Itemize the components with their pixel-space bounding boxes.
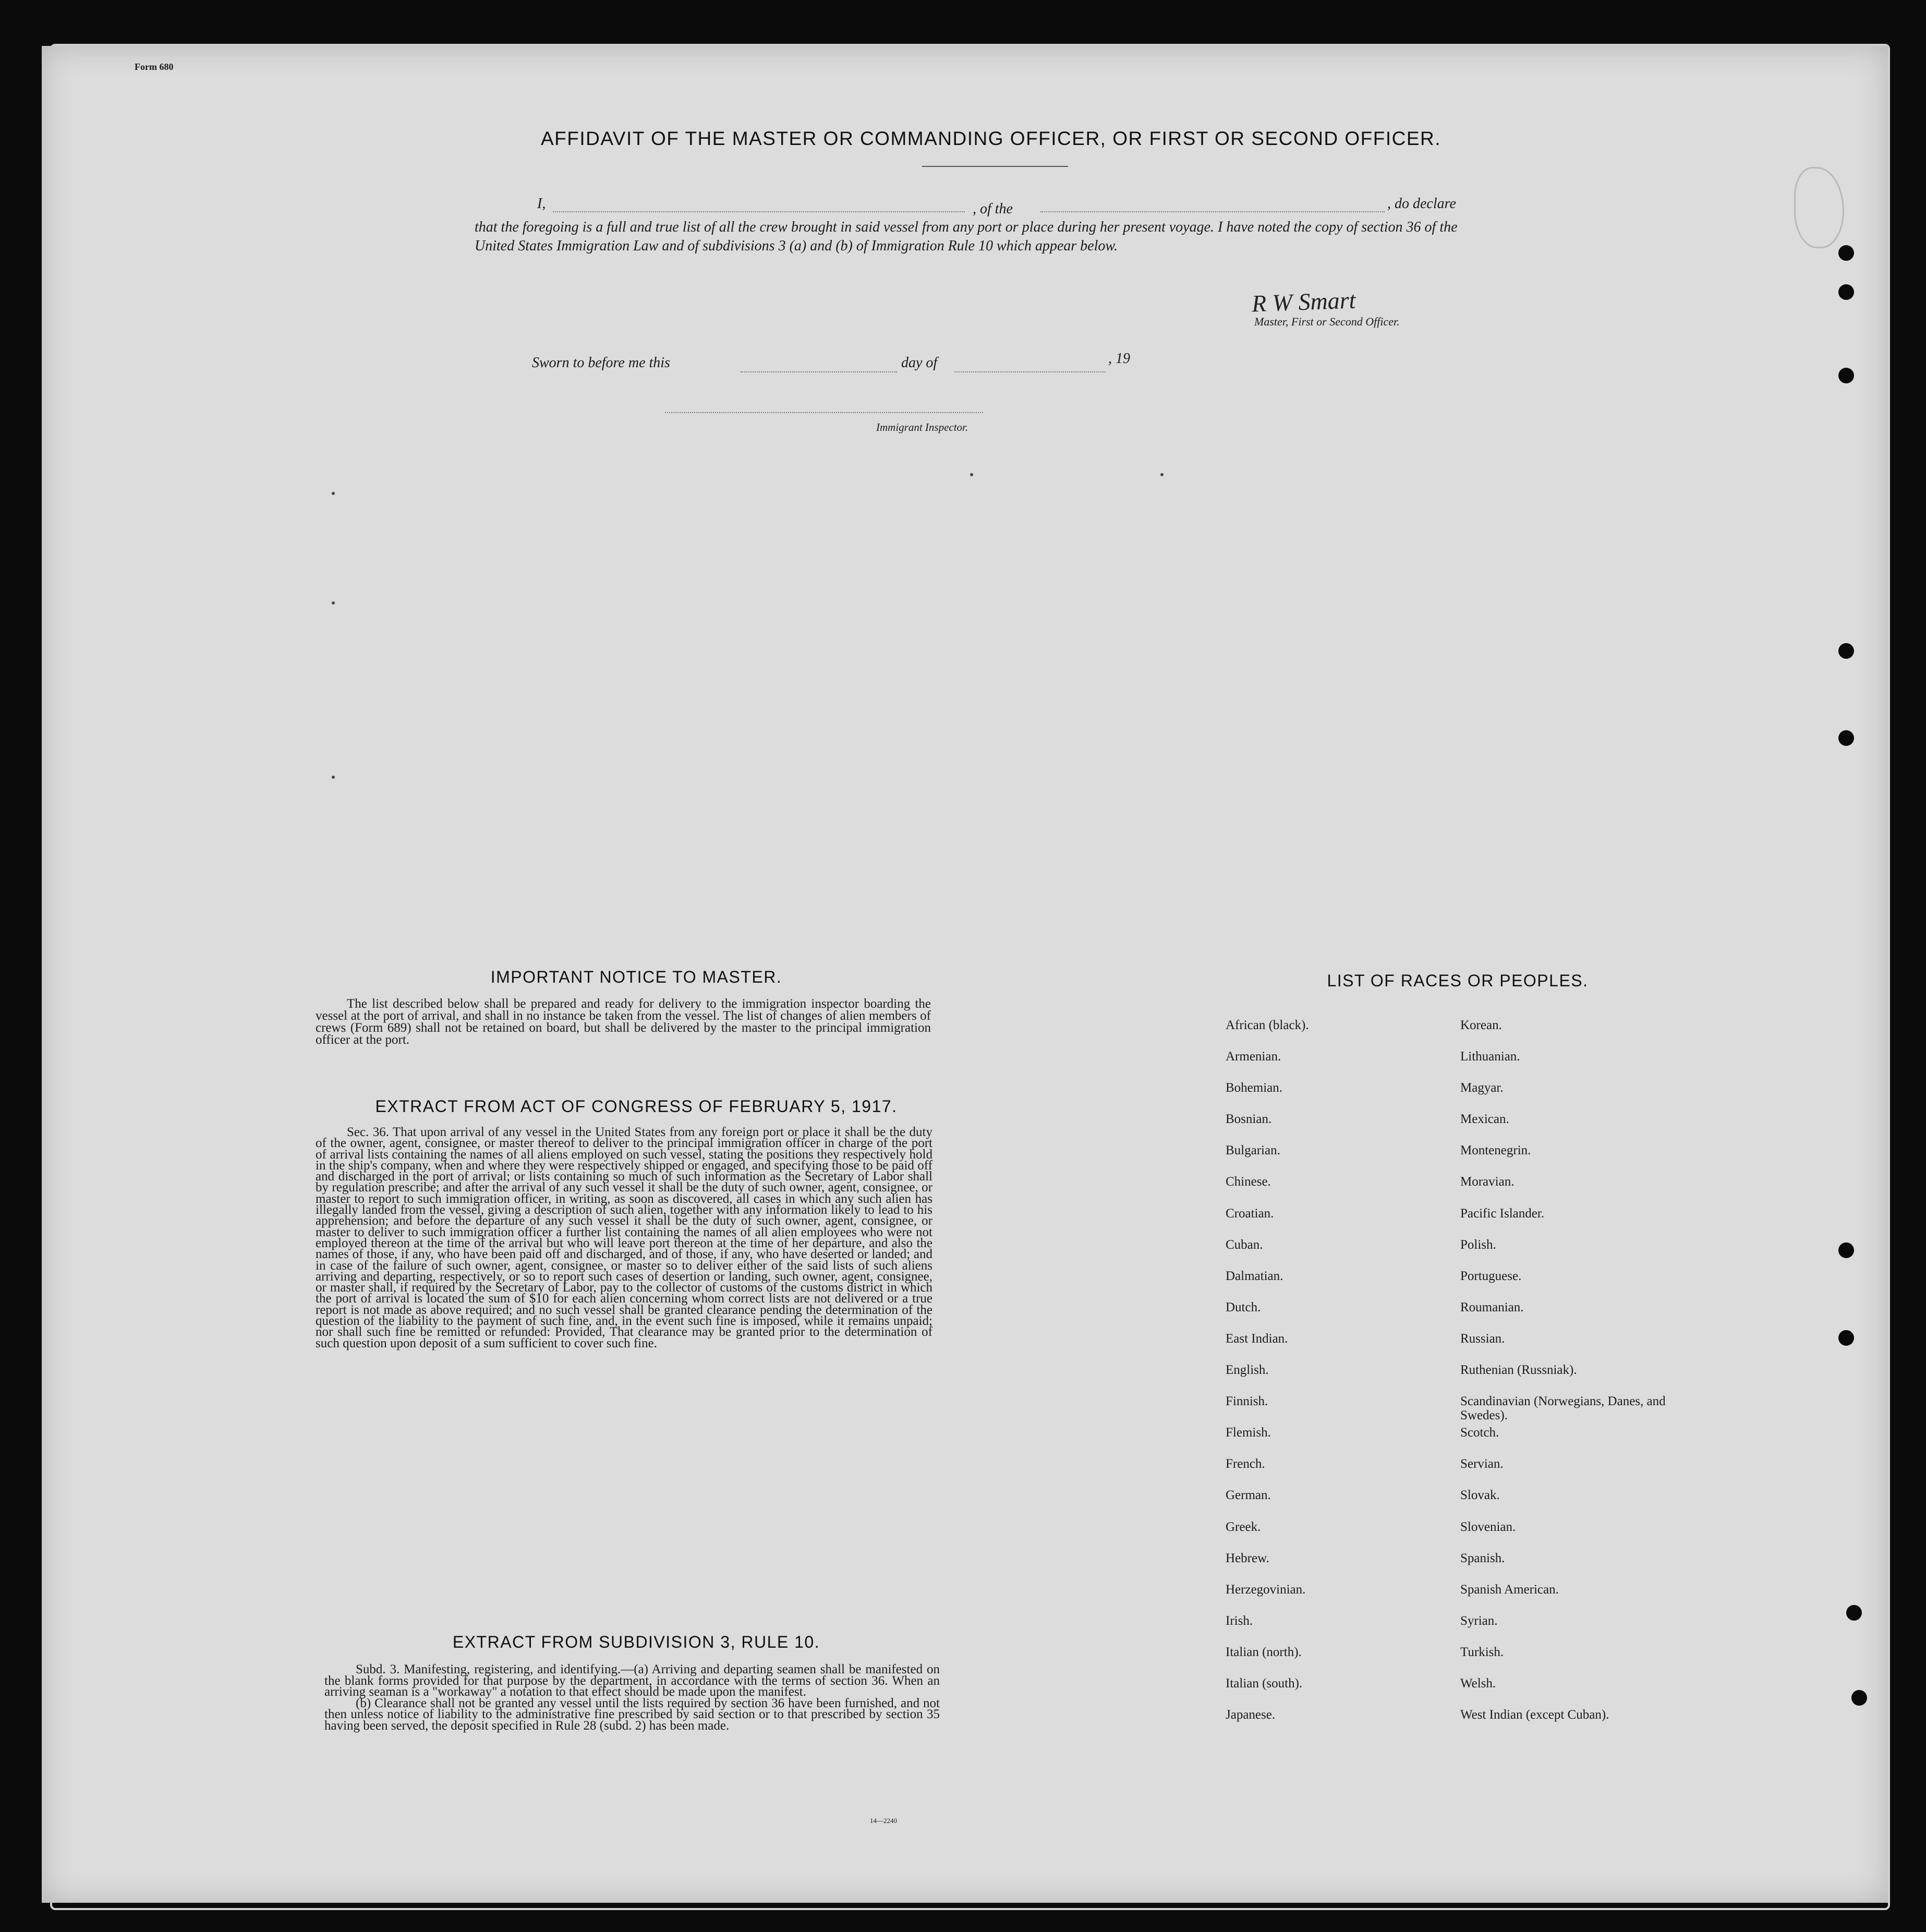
race-item: Russian. <box>1460 1331 1505 1346</box>
race-item: Greek. <box>1226 1519 1261 1534</box>
race-item: Roumanian. <box>1460 1300 1524 1314</box>
race-item: Dutch. <box>1226 1300 1261 1314</box>
binding-hole <box>1851 1690 1867 1706</box>
binding-hole <box>1838 643 1854 659</box>
race-item: Chinese. <box>1226 1175 1271 1189</box>
sworn-year: , 19 <box>1108 351 1130 367</box>
binding-hole <box>1838 284 1854 300</box>
inspector-caption: Immigrant Inspector. <box>876 421 968 433</box>
race-item: Herzegovinian. <box>1226 1582 1306 1597</box>
races-title: LIST OF RACES OR PEOPLES. <box>1327 971 1589 990</box>
binding-hole <box>1838 368 1854 383</box>
race-item: East Indian. <box>1226 1331 1288 1346</box>
extract-rule-title: EXTRACT FROM SUBDIVISION 3, RULE 10. <box>452 1633 820 1651</box>
race-item: Bosnian. <box>1226 1112 1272 1127</box>
race-item: Flemish. <box>1226 1426 1271 1440</box>
race-item: Welsh. <box>1460 1676 1496 1690</box>
race-item: Spanish American. <box>1460 1582 1559 1597</box>
margin-dot <box>332 601 335 605</box>
race-item: Scandinavian (Norwegians, Danes, and Swedes). <box>1460 1394 1666 1423</box>
race-item: Magyar. <box>1460 1081 1504 1095</box>
inspector-signature-line <box>665 412 983 413</box>
sworn-day-blank <box>741 371 897 372</box>
sworn-prefix: Sworn to before me this <box>532 355 670 371</box>
vessel-blank <box>1040 211 1385 212</box>
race-item: Pacific Islander. <box>1460 1206 1545 1221</box>
title-divider <box>922 166 1068 167</box>
race-item: French. <box>1226 1457 1265 1471</box>
extract-act-body: Sec. 36. That upon arrival of any vessel in the United States from any foreign port or place it shall be the duty of the owner, agent, consignee, or master thereof to deliver to the principal immigration officer in charge of the port of arrival lists containing the names of all aliens employed on such vessel, stating the positions they respectively hold in the ship's company, when and where they were respectively shipped or engaged, and specifying those to be paid off and discharged in the port of arrival; or lists containing so much of such information as the Secretary of Labor shall by regulation prescribe; and after the arrival of any such vessel it shall be the duty of such owner, agent, consignee, or master to report to such immigration officer, in writing, as soon as discovered, all cases in which any such alien has illegally landed from the vessel, giving a description of such alien, together with any information likely to lead to his apprehension; and before the departure of any such vessel it shall be the duty of such owner, agent, consignee, or master to deliver to such immigration officer a further list containing the names of all alien employees who were not employed thereon at the time of the arrival but who will leave port thereon at the time of her departure, and also the names of those, if any, who have been paid off and discharged, and of those, if any, who have deserted or landed; and in case of the failure of such owner, agent, consignee, or master so to deliver either of the said lists of such aliens arriving and departing, respectively, or so to report such cases of desertion or landing, such owner, agent, consignee, or master shall, if required by the Secretary of Labor, pay to the collector of customs of the customs district in which the port of arrival is located the sum of $10 for each alien concerning whom correct lists are not delivered or a true report is not made as above required; and no such vessel shall be granted clearance pending the determination of the question of the liability to the payment of such fine, and, in the event such fine is imposed, while it remains unpaid; nor shall such fine be remitted or refunded: Provided, That clearance may be granted prior to the determination of such question upon deposit of a sum sufficient to cover such fine. <box>316 1125 932 1350</box>
race-item: Cuban. <box>1226 1237 1263 1252</box>
sworn-day-of: day of <box>901 355 938 371</box>
race-item: Ruthenian (Russniak). <box>1460 1363 1577 1378</box>
race-item: Hebrew. <box>1226 1551 1269 1565</box>
races-right-column <box>1460 1018 1711 1739</box>
name-blank <box>553 211 965 212</box>
binding-hole <box>1838 1330 1854 1346</box>
binding-hole <box>1838 1242 1854 1258</box>
master-signature: R W Smart <box>1251 286 1356 317</box>
race-item: Slovenian. <box>1460 1519 1516 1534</box>
race-item: Syrian. <box>1460 1613 1498 1628</box>
race-item: Polish. <box>1460 1237 1496 1252</box>
race-item: Servian. <box>1460 1457 1504 1471</box>
race-item: Japanese. <box>1226 1708 1276 1722</box>
extract-act-title: EXTRACT FROM ACT OF CONGRESS OF FEBRUARY 5, 1917. <box>375 1097 898 1116</box>
notice-body: The list described below shall be prepared and ready for delivery to the immigration inspector boarding the vessel at the port of arrival, and shall in no instance be taken from the vessel. The list of changes of alien members of crews (Form 689) shall not be retained on board, but shall be delivered by the master to the principal immigration officer at the port. <box>316 997 931 1047</box>
race-item: Finnish. <box>1226 1394 1268 1409</box>
race-item: West Indian (except Cuban). <box>1460 1708 1609 1722</box>
race-item: Spanish. <box>1460 1551 1505 1565</box>
race-item: Slovak. <box>1460 1488 1500 1503</box>
races-left-column <box>1226 1018 1445 1739</box>
race-item: Turkish. <box>1460 1645 1504 1659</box>
margin-dot <box>332 492 335 495</box>
race-item: Italian (north). <box>1226 1645 1302 1659</box>
race-item: Bulgarian. <box>1226 1143 1280 1158</box>
race-item: Lithuanian. <box>1460 1049 1520 1064</box>
race-item: African (black). <box>1226 1018 1309 1032</box>
affidavit-body: that the foregoing is a full and true list of all the crew brought in said vessel from any port or place during her present voyage. I have noted the copy of section 36 of the United States Immigration Law and of subdivisions 3 (a) and (b) of Immigration Rule 10 which appear below. <box>475 219 1458 254</box>
race-item: Armenian. <box>1226 1049 1281 1064</box>
affidavit-declare: , do declare <box>1387 196 1456 212</box>
race-item: German. <box>1226 1488 1271 1503</box>
race-item: Scotch. <box>1460 1426 1499 1440</box>
affidavit-of-the: , of the <box>973 201 1013 217</box>
notice-title: IMPORTANT NOTICE TO MASTER. <box>490 968 782 986</box>
race-item: English. <box>1226 1363 1269 1378</box>
sworn-month-blank <box>954 371 1106 372</box>
race-item: Dalmatian. <box>1226 1269 1283 1283</box>
affidavit-title: AFFIDAVIT OF THE MASTER OR COMMANDING OFFICER, OR FIRST OR SECOND OFFICER. <box>540 128 1442 149</box>
race-item: Bohemian. <box>1226 1081 1283 1095</box>
race-item: Montenegrin. <box>1460 1143 1531 1158</box>
form-number: Form 680 <box>135 62 174 72</box>
binding-hole <box>1838 730 1854 746</box>
margin-dot <box>1160 473 1164 476</box>
race-item: Mexican. <box>1460 1112 1509 1127</box>
binding-hole <box>1838 245 1854 261</box>
binding-hole <box>1846 1605 1862 1621</box>
race-item: Italian (south). <box>1226 1676 1303 1690</box>
race-item: Irish. <box>1226 1613 1253 1628</box>
printer-mark: 14—2240 <box>870 1817 897 1825</box>
race-item: Korean. <box>1460 1018 1502 1032</box>
affidavit-i: I, <box>537 196 546 212</box>
extract-rule-body <box>324 1664 940 1731</box>
rule-para-b: (b) Clearance shall not be granted any vessel until the lists required by section 36 have been furnished, and not then unless notice of liability to the administrative fine prescribed by said section or to that prescribed by section 35 having been served, the deposit specified in Rule 28 (subd. 2) has been made. <box>324 1696 940 1733</box>
race-item: Moravian. <box>1460 1175 1515 1189</box>
signature-caption: Master, First or Second Officer. <box>1254 315 1400 328</box>
rule-para-a: Subd. 3. Manifesting, registering, and identifying.—(a) Arriving and departing seamen shall be manifested on the blank forms provided for that purpose by the department, in accordance with the terms of section 36. When an arriving seaman is a "workaway" a notation to that effect should be made upon the manifest. <box>324 1662 940 1699</box>
margin-dot <box>332 776 335 779</box>
margin-dot <box>970 473 973 476</box>
race-item: Portuguese. <box>1460 1269 1522 1283</box>
race-item: Croatian. <box>1226 1206 1274 1221</box>
